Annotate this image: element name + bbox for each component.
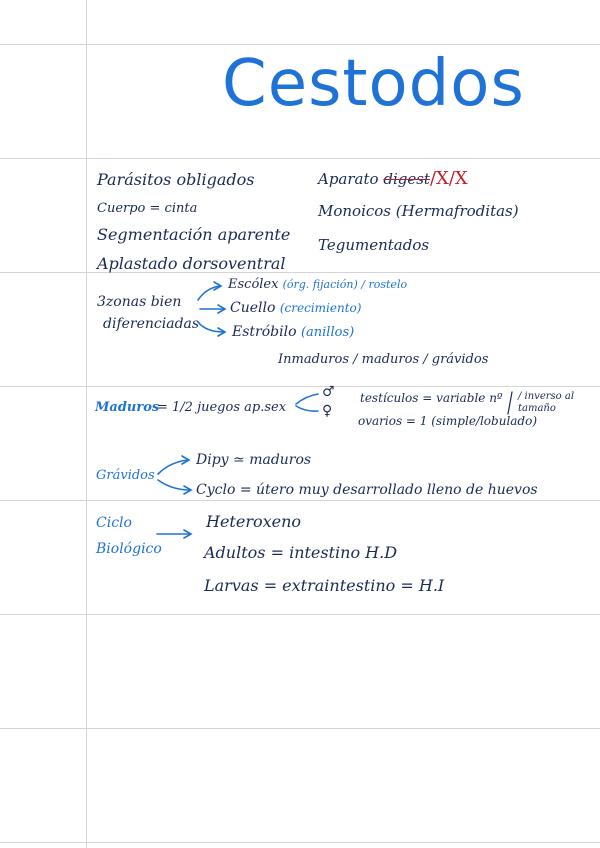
maduros-label: Maduros [95,400,160,415]
intro-line-2: Cuerpo = cinta [97,201,198,216]
adultos-text: Adultos = intestino H.D [204,543,398,562]
estrobilo-note: (anillos) [300,325,355,340]
intro-line-4: Aplastado dorsoventral [97,254,286,273]
dipy-text: Dipy ≃ maduros [196,452,312,468]
heteroxeno-text: Heteroxeno [206,512,302,531]
cyclo-text: Cyclo = útero muy desarrollado lleno de huevos [196,482,538,498]
monoicos-text: Monoicos (Hermafroditas) [318,202,519,220]
gravidos-label: Grávidos [96,468,155,483]
inverso-text: / inverso al tamaño [518,391,575,414]
larvas-text: Larvas = extraintestino = H.I [204,576,445,595]
aparato-struck: digest [383,170,430,188]
intro-line-3: Segmentación aparente [97,225,291,244]
estrobilo-label: Estróbilo [232,324,297,340]
maduros-juegos: = 1/2 juegos ap.sex [157,400,287,415]
escolex-note: (órg. fijación) / rostelo [282,278,408,291]
zones-label-1: 3zonas bien [97,294,182,310]
ciclo-label-1: Ciclo [96,515,132,531]
arrow-to-estrobilo [198,322,224,332]
escolex-label: Escólex [228,277,279,292]
intro-line-1: Parásitos obligados [97,170,255,189]
ovarios-text: ovarios = 1 (simple/lobulado) [358,414,538,428]
page-title: Cestodos [222,47,525,121]
cuello-label: Cuello [230,300,276,316]
cuello-note: (crecimiento) [279,301,362,315]
male-symbol: ♂ [322,384,335,400]
aparato-label: Aparato [318,170,379,188]
female-symbol: ♀ [322,403,333,419]
proglotis-types: Inmaduros / maduros / grávidos [278,352,489,367]
arrow-to-male [296,394,318,404]
separator-bracket [508,392,512,414]
arrow-to-cyclo [158,480,190,490]
zones-label-2: diferenciadas [103,316,200,332]
ciclo-label-2: Biológico [96,541,162,557]
tegumentados-text: Tegumentados [318,236,430,254]
arrow-to-dipy [158,460,188,474]
arrow-to-female [296,406,318,411]
crossed-marks: /X/X [429,168,468,189]
testiculos-text: testículos = variable nº [360,391,503,405]
